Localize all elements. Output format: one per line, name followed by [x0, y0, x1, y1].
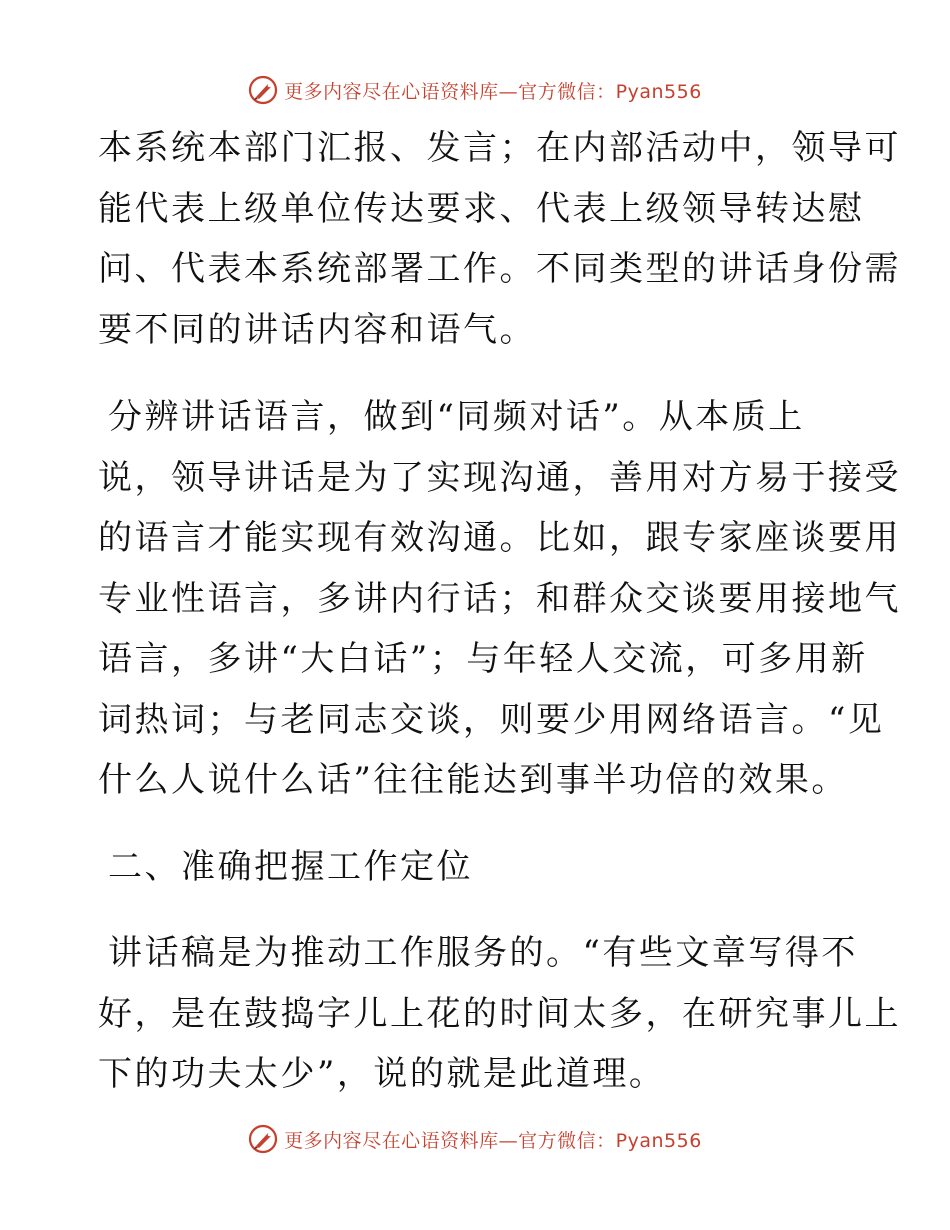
pen-logo-icon	[248, 1124, 278, 1154]
text-line: 词热词；与老同志交谈，则要少用网络语言。“见	[98, 699, 885, 740]
footer-watermark	[0, 1121, 950, 1157]
text-line: 讲话稿是为推动工作服务的。“有些文章写得不	[108, 933, 858, 973]
paragraph	[98, 387, 901, 811]
section-heading	[98, 837, 858, 898]
text-line: 下的功夫太少”，说的就是此道理。	[98, 1054, 666, 1094]
text-line: 好，是在鼓捣字儿上花的时间太多，在研究事儿上	[98, 993, 901, 1034]
pen-logo-icon	[248, 75, 278, 105]
heading-text: 二、准确把握工作定位	[108, 846, 473, 887]
text-line: 说，领导讲话是为了实现沟通，善用对方易于接受	[98, 457, 901, 498]
text-line: 能代表上级单位传达要求、代表上级领导转达慰	[98, 188, 865, 229]
text-line: 本系统本部门汇报、发言；在内部活动中，领导可	[98, 128, 901, 168]
text-line: 问、代表本系统部署工作。不同类型的讲话身份需	[98, 249, 901, 289]
text-line: 要不同的讲话内容和语气。	[98, 309, 536, 350]
paragraph	[98, 118, 901, 360]
document-body	[98, 118, 901, 1105]
text-line: 的语言才能实现有效沟通。比如，跟专家座谈要用	[98, 518, 901, 558]
text-line: 什么人说什么话”往往能达到事半功倍的效果。	[98, 760, 848, 800]
watermark-text: 更多内容尽在心语资料库—官方微信：Pyan556	[284, 1129, 702, 1152]
text-line: 语言，多讲“大白话”；与年轻人交流，可多用新	[98, 639, 868, 679]
text-line: 分辨讲话语言，做到“同频对话”。从本质上	[108, 397, 805, 437]
watermark-text: 更多内容尽在心语资料库—官方微信：Pyan556	[284, 80, 702, 103]
header-watermark	[0, 72, 950, 108]
paragraph	[98, 923, 901, 1105]
text-line: 专业性语言，多讲内行话；和群众交谈要用接地气	[98, 578, 901, 619]
